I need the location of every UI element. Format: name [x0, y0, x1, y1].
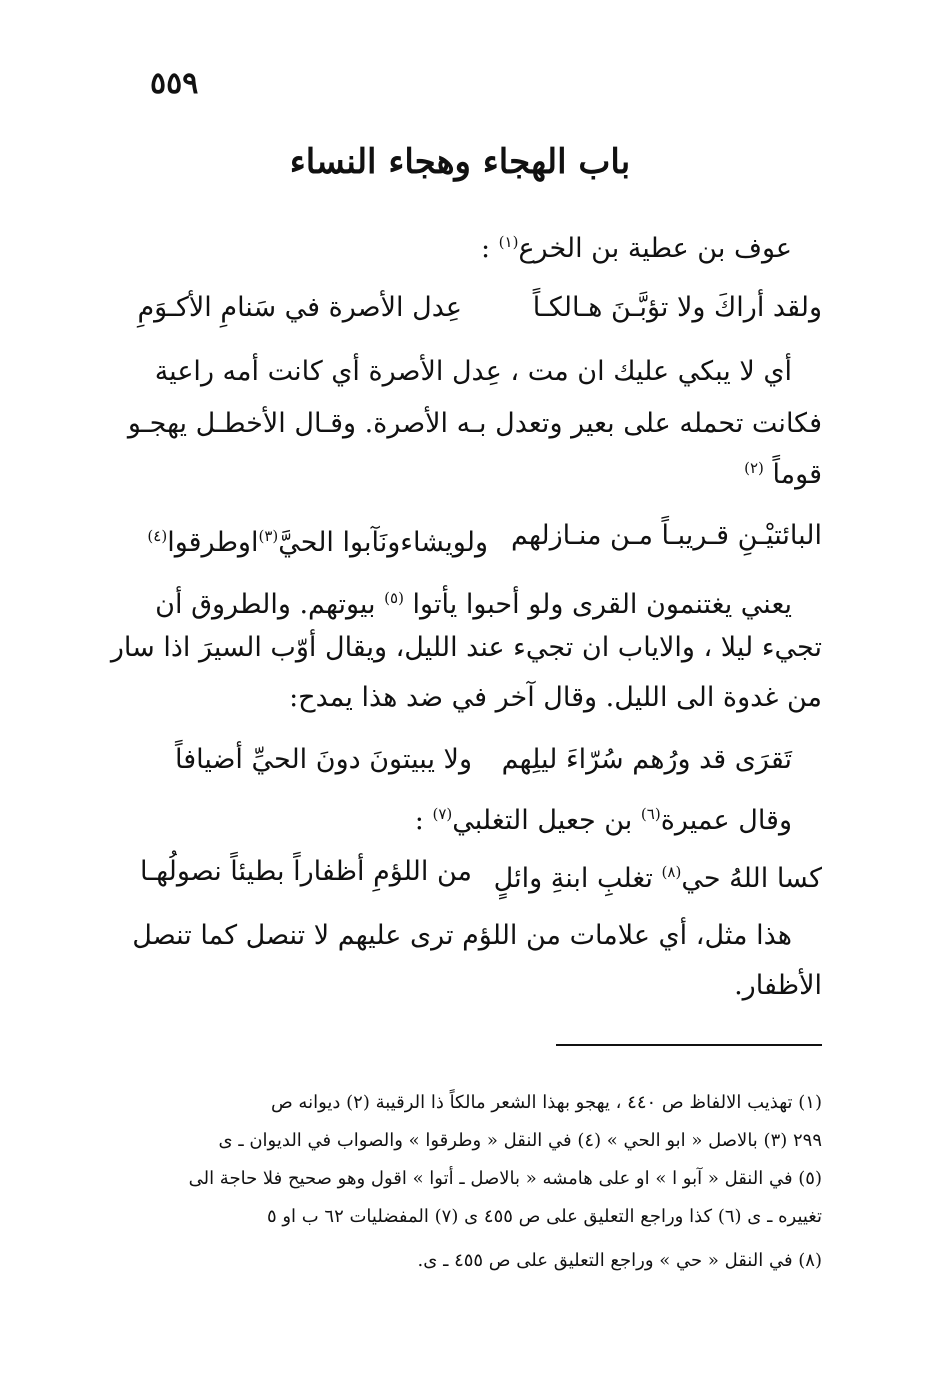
- footnote-line: (١) تهذيب الالفاظ ص ٤٤٠ ، يهجو بهذا الشعر مالكاً ذا الرقيبة (٢) ديوانه ص: [270, 1092, 822, 1113]
- page-number: ٥٥٩: [150, 66, 199, 101]
- footnote-mark: (٧): [432, 805, 453, 823]
- comment-1-line-1: أي لا يبكي عليك ان مت ، عِدل الأصرة أي كانت أمه راعية: [154, 356, 792, 387]
- verse-4-first-half-b: تغلبِ ابنةِ وائلٍ: [493, 863, 653, 894]
- comment-1-line-3: [744, 448, 822, 495]
- verse-4-first-half: [494, 852, 822, 899]
- verse-4-second-half: من اللؤمِ أظفاراً بطيئاً نصولُهـا: [140, 856, 472, 887]
- chapter-title: باب الهجاء وهجاء النساء: [289, 142, 631, 182]
- footnote-mark: (٢): [744, 459, 764, 477]
- footnote-mark: (٥): [384, 589, 404, 607]
- verse-1-second-half: عِدل الأصرة في سَنامِ الأكـوَمِ: [137, 292, 462, 323]
- poet-2-intro-line: [415, 794, 792, 841]
- comment-3-line-1: هذا مثل، أي علامات من اللؤم ترى عليهم لا تنصل كما تنصل: [132, 920, 792, 951]
- comment-3-line-2: الأظفار.: [734, 970, 822, 1001]
- verse-3-first-half: تَقرَى قد ورُهم سُرّاءَ ليلِهم: [501, 744, 792, 775]
- footnote-line: تغييره ـ ى (٦) كذا وراجع التعليق على ص ٤٥٥ ى (٧) المفضليات ٦٢ ب او ٥: [266, 1206, 822, 1227]
- colon: :: [414, 805, 424, 836]
- footnote-line: ٢٩٩ (٣) بالاصل « ابو الحي » (٤) في النقل « وطرقوا » والصواب في الديوان ـ ى: [218, 1130, 822, 1151]
- footnote-mark: (٨): [661, 863, 682, 881]
- comment-2-line-3: من غدوة الى الليل. وقال آخر في ضد هذا يمدح:: [289, 682, 822, 713]
- verse-2-second-half-a: ولويشاءونَآبوا الحيَّ: [278, 527, 488, 558]
- comment-2-line-1-a: يعني يغتنمون القرى ولو أحبوا يأتوا: [412, 589, 792, 620]
- comment-2-line-2: تجيء ليلا ، والاياب ان تجيء عند الليل، ويقال أوّب السيرَ اذا سار: [110, 632, 822, 663]
- footnote-separator: [556, 1044, 822, 1046]
- verse-2-second-half-b: اوطرقوا: [167, 527, 259, 558]
- footnote-mark: (٦): [640, 805, 661, 823]
- footnote-mark: (٣): [258, 527, 279, 545]
- comment-2-line-1-b: بيوتهم. والطروق أن: [155, 589, 376, 620]
- footnote-line: (٥) في النقل « آبو ا » او على هامشه « بالاصل ـ أتوا » اقول وهو صحيح فلا حاجة الى: [188, 1168, 822, 1189]
- footnote-mark: (٤): [147, 527, 168, 545]
- poet-2-intro-a: وقال عميرة: [660, 805, 792, 836]
- comment-1-line-3-text: قوماً: [772, 459, 822, 490]
- verse-4-first-half-a: كسا اللهُ حي: [681, 863, 822, 894]
- verse-3-second-half: ولا يبيتونَ دونَ الحيِّ أضيافاً: [175, 744, 472, 775]
- verse-2-second-half: [147, 516, 488, 563]
- comment-1-line-2: فكانت تحمله على بعير وتعدل بـه الأصرة. وقـال الأخطـل يهجـو: [127, 408, 822, 439]
- poet-2-intro-b: بن جعيل التغلبي: [452, 805, 633, 836]
- footnote-mark: (١): [498, 233, 519, 251]
- verse-2-first-half: البائتيْـنِ قـريبـاً مـن منـازلهم: [511, 520, 822, 551]
- verse-1-first-half: ولقد أراكَ ولا تؤبَّـنَ هـالكـاً: [532, 292, 822, 323]
- poet-intro-line: [481, 222, 792, 269]
- footnote-line: (٨) في النقل « حي » وراجع التعليق على ص ٤٥٥ ـ ى.: [417, 1250, 822, 1271]
- poet-intro-text: عوف بن عطية بن الخرع: [518, 233, 792, 264]
- colon: :: [480, 233, 491, 264]
- comment-2-line-1: [155, 578, 792, 625]
